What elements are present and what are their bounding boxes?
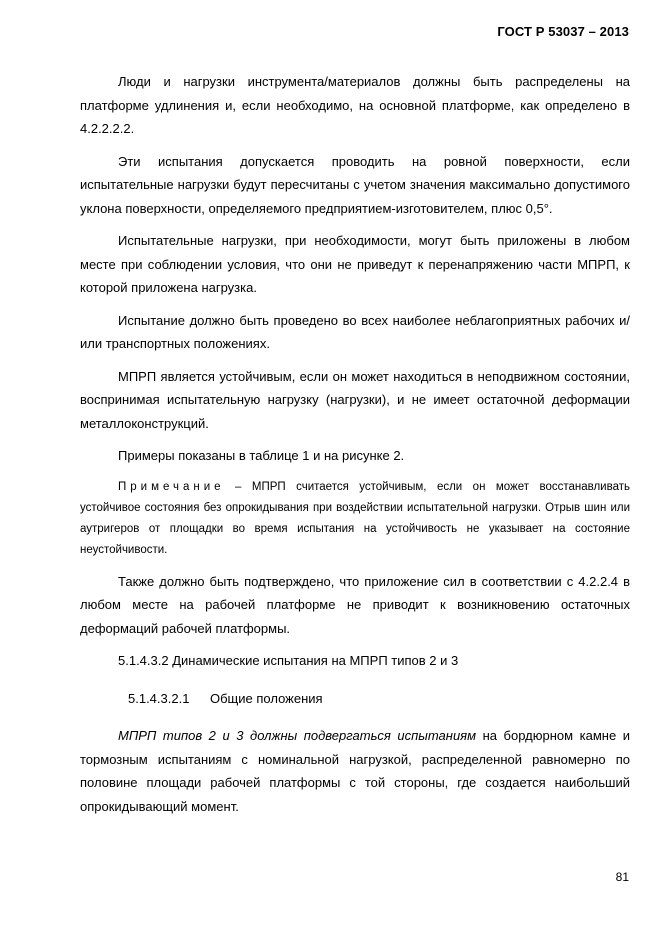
subsection-title: Общие положения: [210, 690, 323, 706]
paragraph-4: Испытание должно быть проведено во всех наиболее неблагоприятных рабочих и/или транспортных положениях.: [80, 312, 630, 351]
paragraph-6: Примеры показаны в таблице 1 и на рисунке 2.: [118, 448, 405, 463]
note-label: Примечание: [118, 480, 225, 493]
note: [80, 477, 630, 561]
subsection-number: 5.1.4.3.2.1: [128, 690, 190, 706]
note-text: – МПРП считается устойчивым, если он может восстанавливать устойчивое состояния без опрокидывания при воздействии испытательной нагрузки. Отрыв шин или аутригеров от площадки во время испытания на устойчивость не указывает на состояние неустойчивости.: [80, 480, 630, 556]
paragraph-3: Испытательные нагрузки, при необходимости, могут быть приложены в любом месте при соблюдении условия, что они не приведут к перенапряжению части МПРП, к которой приложена нагрузка.: [80, 233, 630, 295]
paragraph-2: Эти испытания допускается проводить на ровной поверхности, если испытательные нагрузки будут пересчитаны с учетом значения максимально допустимого уклона поверхности, определяемого предприятием-изготовителем, плюс 0,5°.: [80, 153, 630, 216]
paragraph-1: Люди и нагрузки инструмента/материалов должны быть распределены на платформе удлинения и, если необходимо, на основной платформе, как определено в 4.2.2.2.2.: [80, 74, 630, 136]
document-body: [80, 70, 630, 827]
paragraph-5: МПРП является устойчивым, если он может находиться в неподвижном состоянии, воспринимая испытательную нагрузку (нагрузки), и не имеет остаточной деформации металлоконструкций.: [80, 368, 630, 431]
paragraph-8: [80, 724, 630, 818]
section-heading: 5.1.4.3.2 Динамические испытания на МПРП типов 2 и 3: [118, 653, 459, 668]
subsection-heading: [80, 687, 630, 711]
document-header: ГОСТ Р 53037 – 2013: [497, 24, 629, 39]
paragraph-8-italic: МПРП типов 2 и 3 должны подвергаться испытаниям: [118, 728, 477, 743]
page-number: 81: [615, 870, 629, 884]
paragraph-8-rest: на бордюрном камне и тормозным испытаниям с номинальной нагрузкой, распределенной равномерно по половине площади рабочей платформы с той стороны, где создается наибольший опрокидывающий момент.: [80, 728, 631, 814]
paragraph-7: Также должно быть подтверждено, что приложение сил в соответствии с 4.2.2.4 в любом месте на рабочей платформе не приводит к возникновению остаточных деформаций рабочей платформы.: [80, 573, 630, 636]
